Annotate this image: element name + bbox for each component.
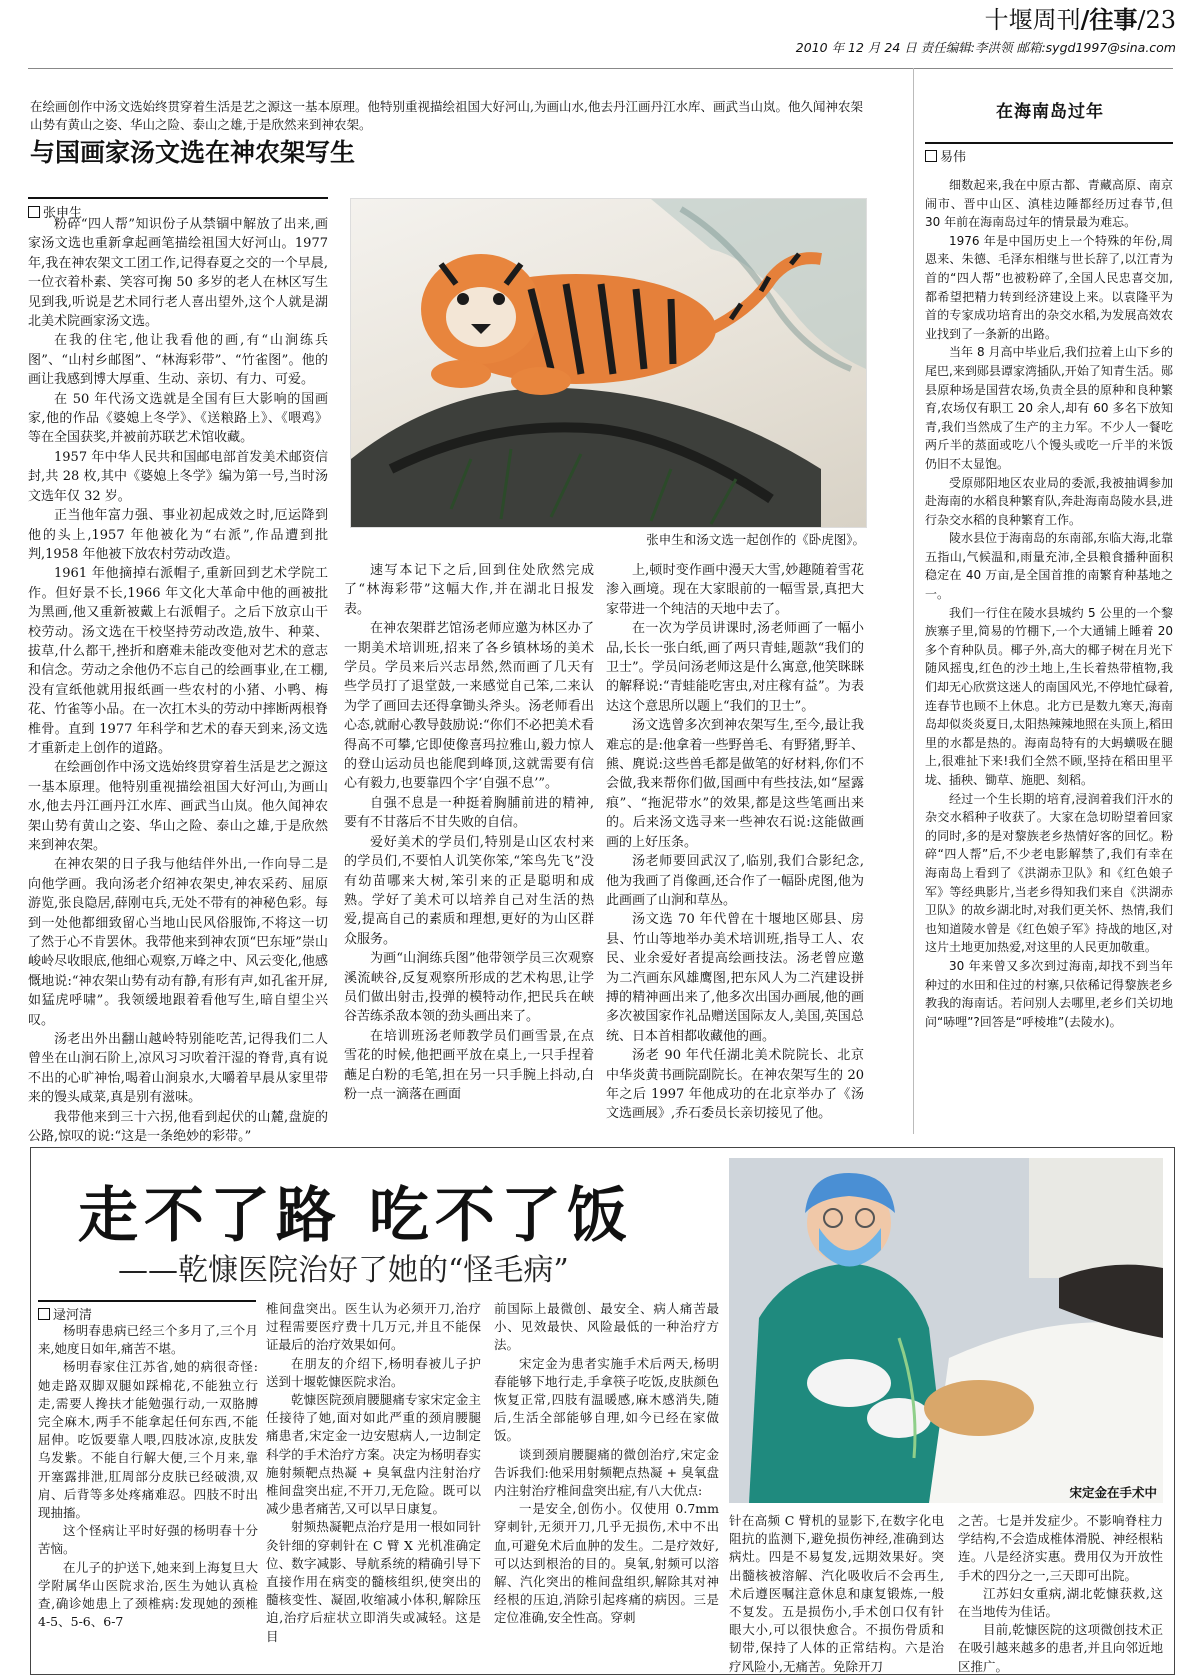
paragraph: 自强不息是一种挺着胸脯前进的精神,要有不甘落后不甘失败的自信。 bbox=[344, 795, 594, 831]
page-number: /23 bbox=[1137, 6, 1176, 34]
paragraph: 粉碎“四人帮”知识份子从禁锢中解放了出来,画家汤文选也重新拿起画笔描绘祖国大好河山。1977 年,我在神农架文工团工作,记得春夏之交的一个早晨,一位衣着朴素、笑容可掬 50 多岁的老人在林区写生见到我,听说是艺术同行老人喜出望外,这个人就是湖北美术院画家汤文选。 bbox=[28, 217, 328, 330]
paragraph: 汤老 90 年代任湖北美术院院长、北京中华炎黄书画院副院长。在神农架写生的 20 年之后 1997 年他成功的在北京举办了《汤文选画展》,乔石委员长亲切接见了他。 bbox=[606, 1048, 864, 1122]
paragraph: 之苦。七是并发症少。不影响脊柱力学结构,不会造成椎体滑脱、神经根粘连。八是经济实惠。费用仅为开放性手术的四分之一,三天即可出院。 bbox=[958, 1513, 1163, 1583]
paragraph: 杨明春患病已经三个多月了,三个月来,她度日如年,痛苦不堪。 bbox=[38, 1323, 258, 1357]
advertorial-headline: 走不了路 吃不了饭 bbox=[78, 1181, 633, 1251]
byline-author: 逯河清 bbox=[53, 1308, 93, 1323]
surgery-photo bbox=[729, 1158, 1163, 1503]
paragraph: 汤老师要回武汉了,临别,我们合影纪念,他为我画了肖像画,还合作了一幅卧虎图,他为此画画了山涧和草丛。 bbox=[606, 854, 864, 908]
paragraph: 在培训班汤老师教学员们画雪景,在点雪花的时候,他把画平放在桌上,一只手捏着蘸足白粉的毛笔,担在另一只手腕上抖动,白粉一点一滴落在画面 bbox=[344, 1028, 594, 1102]
byline-box-icon bbox=[925, 150, 937, 162]
paragraph: 为画“山涧练兵图”他带领学员三次观察溪流峡谷,反复观察所形成的艺术构思,让学员们做出射击,投弹的模特动作,把民兵在峡谷苦练杀敌本领的劲头画出来了。 bbox=[344, 951, 594, 1025]
advertorial-column-3 bbox=[494, 1300, 719, 1667]
sidebar-body bbox=[925, 176, 1173, 1134]
advertorial-subtitle: ——乾慷医院治好了她的“怪毛病” bbox=[118, 1253, 569, 1288]
photo-caption: 宋定金在手术中 bbox=[1069, 1485, 1157, 1500]
article-column-3 bbox=[606, 561, 864, 1134]
paragraph: 射频热凝靶点治疗是用一根如同针灸针细的穿刺针在 C 臂 X 光机准确定位、数字减影、导航系统的精确引导下直接作用在病变的髓核组织,使突出的髓核变性、凝固,收缩减小体积,解除压迫,治疗后症状立即消失或减轻。这是目 bbox=[266, 1519, 481, 1644]
paragraph: 汤老出外出翻山越岭特别能吃苦,记得我们二人曾坐在山涧石阶上,凉风习习吹着汗湿的脊背,真有说不出的心旷神怡,喝着山涧泉水,大嚼着早晨从家里带来的馒头咸菜,真是别有滋味。 bbox=[28, 1032, 328, 1106]
paragraph: 在神农架群艺馆汤老师应邀为林区办了一期美术培训班,招来了各乡镇林场的美术学员。学员来后兴志昂然,然而画了几天有些学员打了退堂鼓,一来感觉自己笨,二来认为学了画回去还得拿锄头斧头。汤老师看出心态,就耐心教导鼓励说:“你们不必把美术看得高不可攀,它即使像喜玛拉雅山,毅力惊人的登山运动员也能爬到峰顶,这就需要有信心有毅力,也要靠四个字‘自强不息’”。 bbox=[344, 621, 594, 792]
article-column-2 bbox=[344, 561, 594, 1134]
sidebar-headline: 在海南岛过年 bbox=[996, 102, 1104, 122]
paragraph: 针在高频 C 臂机的显影下,在数字化电阻抗的监测下,避免损伤神经,准确到达病灶。四是不易复发,远期效果好。突出髓核被溶解、汽化吸收后不会再生,术后遵医嘱注意休息和康复锻炼,一般不复发。五是损伤小,手术创口仅有针眼大小,可以很快愈合。不损伤骨质和韧带,保持了人体的正常结构。六是治疗风险小,无痛苦。免除开刀 bbox=[729, 1513, 944, 1674]
advertorial-byline bbox=[38, 1300, 256, 1323]
paragraph: 目前,乾慷医院的这项微创技术正在吸引越来越多的患者,并且向邻近地区推广。 bbox=[958, 1622, 1163, 1674]
paragraph: 杨明春家住江苏省,她的病很奇怪:她走路双脚双腿如踩棉花,不能独立行走,需要人搀扶才能勉强行动,一双胳膊完全麻木,两手不能拿起任何东西,不能屈伸。吃饭要靠人喂,四肢冰凉,皮肤发乌发紫。不能自行解大便,三个月来,靠开塞露排泄,肛周部分皮肤已经破溃,双肩、后背等多处疼痛难忍。四肢不时出现抽搐。 bbox=[38, 1359, 258, 1521]
paragraph: 上,顿时变作画中漫天大雪,妙趣随着雪花渗入画境。现在大家眼前的一幅雪景,真把大家带进一个纯洁的天地中去了。 bbox=[606, 563, 864, 617]
paragraph: 1957 年中华人民共和国邮电部首发美术邮资信封,共 28 枚,其中《婆媳上冬学》编为第一号,当时汤文选年仅 32 岁。 bbox=[28, 449, 328, 504]
tiger-painting-image bbox=[350, 198, 867, 528]
tiger-illustration bbox=[351, 199, 866, 527]
paragraph: 1976 年是中国历史上一个特殊的年份,周恩来、朱德、毛泽东相继与世长辞了,以江青为首的“四人帮”也被粉碎了,全国人民忠喜交加,都希望把精力转到经济建设上来。以袁隆平为首的专家成功培育出的杂交水稻,为发展高效农业找到了一条新的出路。 bbox=[925, 233, 1173, 341]
issue-info: 2010 年 12 月 24 日 责任编辑:李洪领 邮箱:sygd1997@sina.com bbox=[795, 40, 1176, 55]
article-headline: 与国画家汤文选在神农架写生 bbox=[30, 138, 356, 167]
paragraph: 汤文选曾多次到神农架写生,至今,最让我难忘的是:他拿着一些野兽毛、有野猪,野羊、熊、麂说:这些兽毛都是做笔的好材料,你们不会做,我来帮你们做,国画中有些技法,如“屋露痕”、“拖泥带水”的效果,都是这些笔画出来的。后来汤文选寻来一些神农石说:这能做画画的上好压条。 bbox=[606, 718, 864, 850]
paragraph: 谈到颈肩腰腿痛的微创治疗,宋定金告诉我们:他采用射频靶点热凝 + 臭氧盘内注射治疗椎间盘突出症,有八大优点: bbox=[494, 1446, 719, 1499]
sidebar-byline bbox=[925, 142, 1173, 165]
article-column-1 bbox=[28, 215, 328, 1145]
advertorial-column-1 bbox=[38, 1322, 258, 1667]
surgeon-illustration bbox=[729, 1158, 1163, 1503]
section-name: 往事 bbox=[1089, 5, 1138, 34]
advertorial-column-2 bbox=[266, 1300, 481, 1667]
section-title: 十堰周刊/往事/23 bbox=[984, 5, 1176, 34]
paragraph: 一是安全,创伤小。仅使用 0.7mm 穿刺针,无须开刀,几乎无损伤,术中不出血,可避免术后血肿的发生。二是疗效好,可以达到根治的目的。臭氧,射频可以溶解、汽化突出的椎间盘组织,解除其对神经根的压迫,消除引起疼痛的病因。三是定位准确,安全性高。穿刺 bbox=[494, 1501, 719, 1626]
paragraph: 1961 年他摘掉右派帽子,重新回到艺术学院工作。但好景不长,1966 年文化大革命中他的画被批为黑画,他又重新被戴上右派帽子。之后下放京山干校劳动。汤文选在干校坚持劳动改造,放牛、种菜、拔草,什么都干,挫折和磨难未能改变他对艺术的意志和信念。劳动之余他仍不忘自己的绘画事业,在工棚,没有宣纸他就用报纸画一些农村的小猪、小鸭、梅花、竹雀等小品。在一次扛木头的劳动中摔断两根脊椎骨。直到 1977 年科学和艺术的春天到来,汤文选才重新走上创作的道路。 bbox=[28, 566, 328, 756]
paragraph: 椎间盘突出。医生认为必须开刀,治疗过程需要医疗费十几万元,并且不能保证最后的治疗效果如何。 bbox=[266, 1301, 481, 1353]
paragraph: 在朋友的介绍下,杨明春被儿子护送到十堰乾慷医院求治。 bbox=[266, 1355, 481, 1389]
header-rule bbox=[28, 68, 1173, 69]
paragraph: 正当他年富力强、事业初起成效之时,厄运降到他的头上,1957 年他被化为“右派”,作品遭到批判,1958 年他被下放农村劳动改造。 bbox=[28, 508, 328, 562]
paragraph: 前国际上最微创、最安全、病人痛苦最小、见效最快、风险最低的一种治疗方法。 bbox=[494, 1301, 719, 1353]
article-lead: 在绘画创作中汤文选始终贯穿着生活是艺之源这一基本原理。他特别重视描绘祖国大好河山,为画山水,他去丹江画丹江水库、画武当山岚。他久闻神农架山势有黄山之姿、华山之险、泰山之雄,于是欣然来到神农架。 bbox=[30, 99, 863, 132]
advertorial-column-4 bbox=[729, 1512, 944, 1674]
byline-author: 易伟 bbox=[940, 150, 967, 165]
publication-name: 十堰周刊 bbox=[984, 6, 1081, 34]
paragraph: 爱好美术的学员们,特别是山区农村来的学员们,不要怕人讥笑你笨,“笨鸟先飞”没有幼苗哪来大树,笨引来的正是聪明和成熟。学好了美术可以培养自己对生活的热爱,提高自己的素质和理想,更好的为山区群众服务。 bbox=[344, 834, 594, 947]
paragraph: 在绘画创作中汤文选始终贯穿着生活是艺之源这一基本原理。他特别重视描绘祖国大好河山,为画山水,他去丹江画丹江水库、画武当山岚。他久闻神农架山势有黄山之姿、华山之险、泰山之雄,于是欣然来到神农架。 bbox=[28, 760, 328, 853]
paragraph: 在儿子的护送下,她来到上海复旦大学附属华山医院求治,医生为她认真检查,确诊她患上了颈椎病:发现她的颈椎 4-5、5-6、6-7 bbox=[38, 1559, 258, 1630]
image-caption: 张申生和汤文选一起创作的《卧虎图》。 bbox=[646, 532, 865, 547]
masthead bbox=[796, 4, 1176, 56]
byline-author: 张申生 bbox=[43, 206, 83, 221]
paragraph: 乾慷医院颈肩腰腿痛专家宋定金主任接待了她,面对如此严重的颈肩腰腿痛患者,宋定金一边安慰病人,一边制定科学的手术治疗方案。决定为杨明春实施射频靶点热凝 + 臭氧盘内注射治疗椎间盘突出症,不开刀,无危险。既可以减少患者痛苦,又可以早日康复。 bbox=[266, 1392, 481, 1517]
paragraph: 宋定金为患者实施手术后两天,杨明春能够下地行走,手拿筷子吃饭,皮肤颜色恢复正常,四肢有温暖感,麻木感消失,随后,生活全部能够自理,如今已经在家做饭。 bbox=[494, 1355, 719, 1444]
paragraph: 在一次为学员讲课时,汤老师画了一幅小品,长长一张白纸,画了两只青蛙,题款“我们的卫士”。学员问汤老师这是什么寓意,他笑眯眯的解释说:“青蛙能吃害虫,对庄稼有益”。为表达这个意思所以题上“我们的卫士”。 bbox=[606, 621, 864, 714]
paragraph: 速写本记下之后,回到住处欣然完成了“林海彩带”这幅大作,并在湖北日报发表。 bbox=[344, 563, 594, 617]
paragraph: 30 年来曾又多次到过海南,却找不到当年种过的水田和住过的村寨,只依稀记得黎族老乡教我的海南话。若问别人去哪里,老乡们关切地问“哧哩”?回答是“呼棱堆”(去陵水)。 bbox=[925, 958, 1173, 1029]
paragraph: 陵水县位于海南岛的东南部,东临大海,北靠五指山,气候温和,雨量充沛,全县粮食播种面积稳定在 40 万亩,是全国首推的南繁育种基地之一。 bbox=[925, 531, 1173, 602]
paragraph: 我带他来到三十六拐,他看到起伏的山麓,盘旋的公路,惊叹的说:“这是一条绝妙的彩带。” bbox=[28, 1109, 328, 1145]
paragraph: 在我的住宅,他让我看他的画,有“山涧练兵图”、“山村乡邮图”、“林海彩带”、“竹雀图”。他的画让我感到博大厚重、生动、亲切、有力、可爱。 bbox=[28, 333, 328, 388]
paragraph: 汤文选 70 年代曾在十堰地区郧县、房县、竹山等地举办美术培训班,指导工人、农民、业余爱好者提高绘画技法。汤老曾应邀为二汽画东风雄鹰图,把东风人为二汽建设拼搏的精神画出来了,他多次出国办画展,他的画多次被国家作礼品赠送国际友人,美国,英国总统、日本首相都收藏他的画。 bbox=[606, 912, 864, 1044]
paragraph: 在 50 年代汤文选就是全国有巨大影响的国画家,他的作品《婆媳上冬学》、《送粮路上》、《喂鸡》等在全国获奖,并被前苏联艺术馆收藏。 bbox=[28, 391, 328, 446]
paragraph: 受原郧阳地区农业局的委派,我被抽调参加赴海南的水稻良种繁育队,奔赴海南岛陵水县,进行杂交水稻的良种繁育工作。 bbox=[925, 475, 1173, 527]
paragraph: 在神农架的日子我与他结伴外出,一作向导二是向他学画。我向汤老介绍神农架史,神农采药、屈原游览,张良隐居,薛刚屯兵,无处不带有的神秘色彩。每到一处他都细致留心当地山民风俗服饰,不将这一切了然于心不肯罢休。我带他来到神农顶“巴东垭”崇山峻岭尽收眼底,他细心观察,万峰之中、风云变化,他感慨地说:“神农架山势有动有静,有形有声,如孔雀开屏,如猛虎呼啸”。我领缓地跟着看他写生,暗自望尘兴叹。 bbox=[28, 857, 328, 1028]
paragraph: 细数起来,我在中原古都、青藏高原、南京闹市、晋中山区、滇桂边陲都经历过春节,但 30 年前在海南岛过年的情景最为难忘。 bbox=[925, 178, 1173, 230]
paragraph: 当年 8 月高中毕业后,我们拉着上山下乡的尾巴,来到郧县谭家湾插队,开始了知青生活。郧县原种场是国营农场,负责全县的原种和良种繁育,农场仅有职工 20 余人,却有 60 多名下放知青,我们当然成了生产的主力军。不少人一餐吃两斤半的蒸面或吃八个馒头或吃一斤半的米饭仍旧不太显饱。 bbox=[925, 345, 1173, 471]
paragraph: 江苏妇女重病,湖北乾慷获救,这在当地传为佳话。 bbox=[958, 1585, 1163, 1620]
advertorial-column-5 bbox=[958, 1512, 1163, 1674]
byline-box-icon bbox=[38, 1308, 50, 1320]
sidebar-divider bbox=[913, 68, 914, 1134]
paragraph: 经过一个生长期的培育,浸润着我们汗水的杂交水稻种子收获了。大家在急切盼望着回家的同时,多的是对黎族老乡热情好客的回忆。粉碎“四人帮”后,不少老电影解禁了,我们有幸在海南岛上看到了《洪湖赤卫队》和《红色娘子军》等经典影片,当老乡得知我们来自《洪湖赤卫队》的故乡湖北时,对我们更关怀、热情,我们也知道陵水曾是《红色娘子军》持战的地区,对这片土地更加热爱,对这里的人民更加敬重。 bbox=[925, 791, 1173, 955]
paragraph: 我们一行住在陵水县城约 5 公里的一个黎族寨子里,简易的竹棚下,一个大通铺上睡着 20 多个育种队员。椰子外,高大的椰子树在月光下随风摇曳,红色的沙土地上,生长着热带植物,我们却无心欣赏这迷人的南国风光,不停地忙碌着,连春节也顾不上休息。北方已是数九寒天,海南岛却似炎炎夏日,太阳热辣辣地照在头顶上,稻田里的水都是热的。海南岛特有的大蚂蟥吸在腿上,很难扯下来!我们全然不顾,坚持在稻田里平垅、插秧、锄草、施肥、刻稻。 bbox=[925, 605, 1173, 787]
paragraph: 这个怪病让平时好强的杨明春十分苦恼。 bbox=[38, 1523, 258, 1557]
